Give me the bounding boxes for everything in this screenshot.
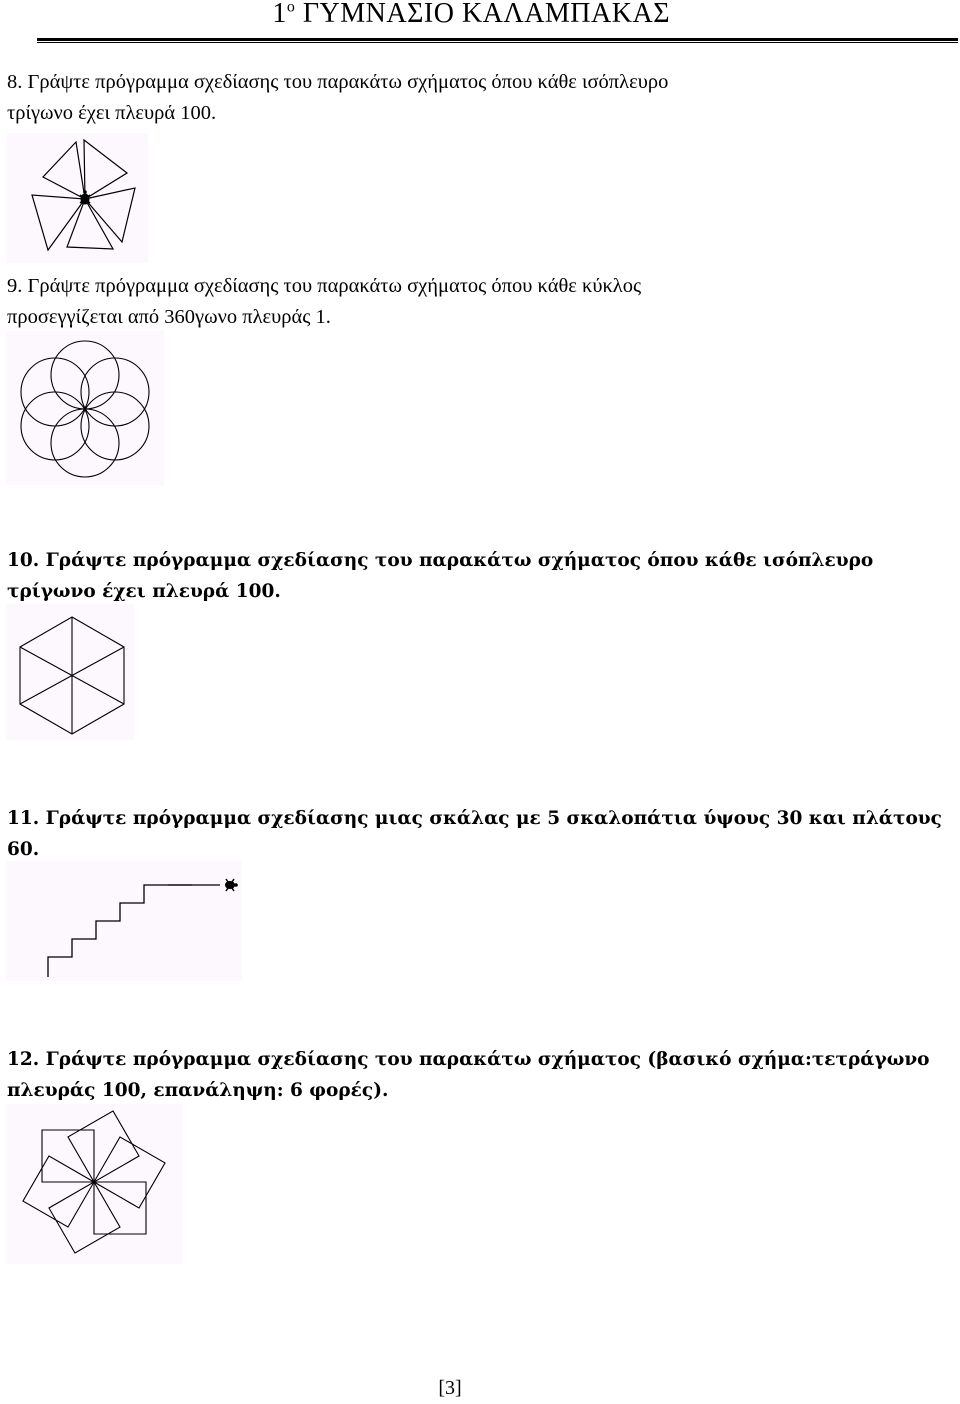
question-8-line-1: 8. Γράψτε πρόγραμμα σχεδίασης του παρακάτω σχήματος όπου κάθε ισόπλευρο xyxy=(7,71,669,93)
question-11-line-1: 11. Γράψτε πρόγραμμα σχεδίασης μιας σκάλας με 5 σκαλοπάτια ύψους 30 και πλάτους xyxy=(7,808,942,829)
question-9-line-1: 9. Γράψτε πρόγραμμα σχεδίασης του παρακάτω σχήματος όπου κάθε κύκλος xyxy=(7,275,642,297)
question-10 xyxy=(7,545,957,607)
header-rule-thin xyxy=(37,42,958,43)
staircase-figure xyxy=(6,861,242,981)
school-title: $1^o$ ΓΥΜΝΑΣΙΟ ΚΑΛΑΜΠΑΚΑΣ xyxy=(272,0,670,29)
question-12-line-2: πλευράς 100, επανάληψη: 6 φορές). xyxy=(7,1080,389,1101)
question-12 xyxy=(7,1044,957,1106)
question-9 xyxy=(7,271,957,333)
page-header xyxy=(0,0,960,44)
question-8-line-2: τρίγωνο έχει πλευρά 100. xyxy=(7,102,217,124)
triangles-fan-figure xyxy=(6,133,148,263)
question-12-line-1: 12. Γράψτε πρόγραμμα σχεδίασης του παρακάτω σχήματος (βασικό σχήμα:τετράγωνο xyxy=(7,1049,930,1070)
header-rule xyxy=(37,38,958,41)
hexagon-triangles-figure xyxy=(6,604,134,740)
question-10-line-1: 10. Γράψτε πρόγραμμα σχεδίασης του παρακάτω σχήματος όπου κάθε ισόπλευρο xyxy=(7,550,874,571)
page-number: [3] xyxy=(438,1377,462,1399)
question-10-line-2: τρίγωνο έχει πλευρά 100. xyxy=(7,581,281,602)
question-11-line-2: 60. xyxy=(7,839,40,860)
question-8 xyxy=(7,67,957,129)
question-9-line-2: προσεγγίζεται από 360γωνο πλευράς 1. xyxy=(7,306,331,328)
rotated-squares-figure xyxy=(6,1104,182,1264)
circles-flower-figure xyxy=(6,331,164,485)
question-11 xyxy=(7,803,957,865)
